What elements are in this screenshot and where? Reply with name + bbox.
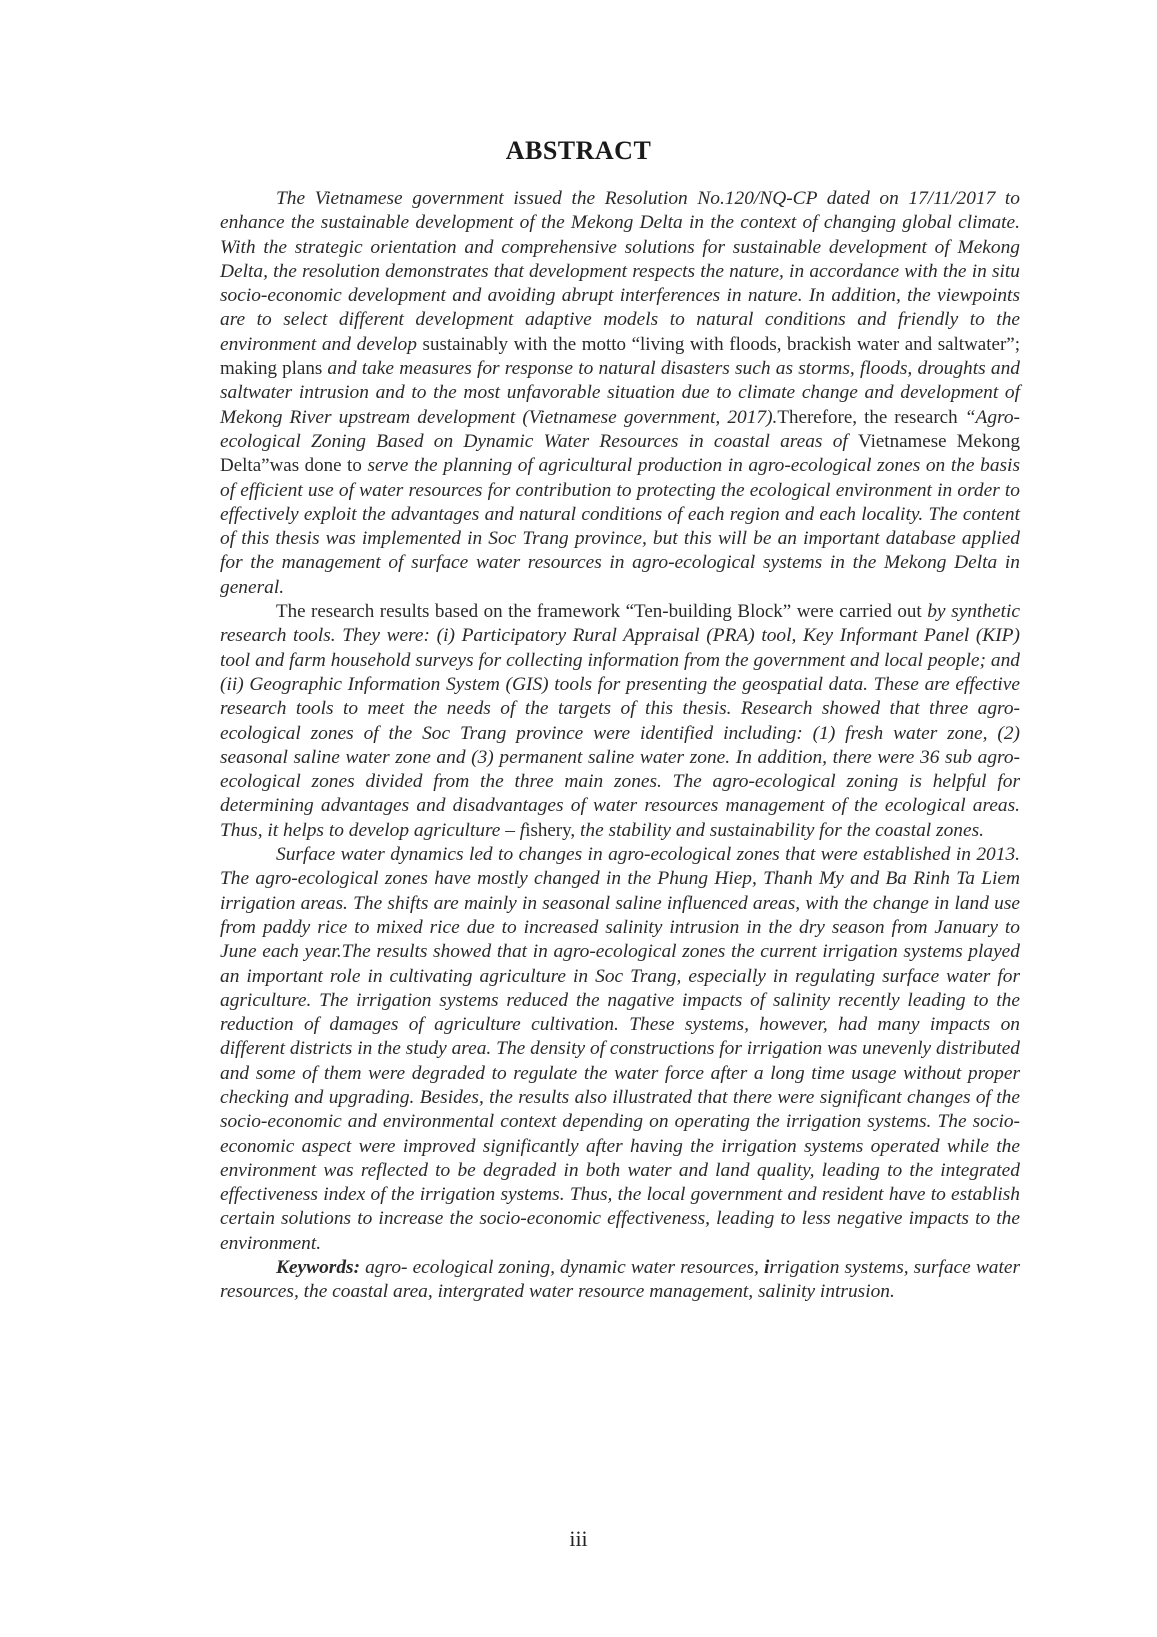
therefore-text: Therefore, the research [777, 406, 958, 428]
page-title: ABSTRACT [505, 136, 652, 165]
fishery-text: ishery, [525, 819, 576, 841]
abstract-paragraph-2 [220, 600, 1020, 843]
paragraph-1-text-b: and take measures for response to natural disasters such as storms, floods, droughts and saltwater intrusion and to the most unfavorable situation due to climate change and development of Mekong River upstream development (Vietnamese government, 2017). [220, 358, 1020, 428]
keywords-label: Keywords: [276, 1257, 361, 1279]
keywords-text-a: agro- ecological zoning, dynamic water resources, [360, 1257, 764, 1279]
keywords-text-b: rrigation systems, surface water resources, the coastal area, intergrated water resource management, salinity intrusion. [220, 1257, 1021, 1303]
paragraph-2-text-a: by synthetic research tools. They were: (i) Participatory Rural Appraisal (PRA) tool, Key Informant Panel (KIP) tool and farm household surveys for collecting information from the government and local people; and (ii) Geographic Information System (GIS) tools for presenting the geospatial data. These are effective research tools to meet the needs of the targets of this thesis. Research showed that three agro-ecological zones of the Soc Trang province were identified including: (1) fresh water zone, (2) seasonal saline water zone and (3) permanent saline water zone. In addition, there were 36 sub agro- ecological zones divided from the three main zones. The agro-ecological zoning is helpful for determining advantages and disadvantages of water resources management of the ecological areas. Thus, it helps to develop agriculture – f [220, 601, 1020, 841]
paragraph-1-text-a: The Vietnamese government issued the Resolution No.120/NQ-CP dated on 17/11/2017 to enhance the sustainable development of the Mekong Delta in the context of changing global climate. With the strategic orientation and comprehensive solutions for sustainable development of Mekong Delta, the resolution demonstrates that development respects the nature, in accordance with the in situ socio-economic development and avoiding abrupt interferences in nature. In addition, the viewpoints are to select different development adaptive models to natural conditions and friendly to the environment and develop [220, 188, 1020, 355]
abstract-paragraph-3: Surface water dynamics led to changes in agro-ecological zones that were established in 2013. The agro-ecological zones have mostly changed in the Phung Hiep, Thanh My and Ba Rinh Ta Liem irrigation areas. The shifts are mainly in seasonal saline influenced areas, with the change in land use from paddy rice to mixed rice due to increased salinity intrusion in the dry season from January to June each year.The results showed that in agro-ecological zones the current irrigation systems played an important role in cultivating agriculture in Soc Trang, especially in regulating surface water for agriculture. The irrigation systems reduced the nagative impacts of salinity recently leading to the reduction of damages of agriculture cultivation. These systems, however, had many impacts on different districts in the study area. The density of constructions for irrigation was unevenly distributed and some of them were degraded to regulate the water force after a long time usage without proper checking and upgrading. Besides, the results also illustrated that there were significant changes of the socio-economic and environmental context depending on operating the irrigation systems. The socio-economic aspect were improved significantly after having the irrigation systems operated while the environment was reflected to be degraded in both water and land quality, leading to the integrated effectiveness index of the irrigation systems. Thus, the local government and resident have to establish certain solutions to increase the socio-economic effectiveness, leading to less negative impacts to the environment. [220, 844, 1020, 1254]
paragraph-2-lead: The research results based on the framework “Ten-building Block” were carried out [276, 601, 922, 623]
paragraph-1-text-c: “Agro-ecological Zoning Based on Dynamic Water Resources in coastal areas of [220, 406, 1020, 452]
keywords-bold-letter: i [763, 1257, 770, 1279]
motto-text: sustainably with the motto “living with floods, brackish water and saltwater”; making plans [220, 333, 1020, 380]
keywords-paragraph [220, 1256, 1020, 1305]
page-number: iii [569, 1526, 588, 1551]
paragraph-1-text-d: serve the planning of agricultural production in agro-ecological zones on the basis of efficient use of water resources for contribution to protecting the ecological environment in order to effectively exploit the advantages and natural conditions of each region and each locality. The content of this thesis was implemented in Soc Trang province, but this will be an important database applied for the management of surface water resources in agro-ecological systems in the Mekong Delta in general. [220, 455, 1020, 598]
abstract-body [220, 187, 1020, 1305]
delta-text: Vietnamese Mekong Delta”was done to [220, 430, 1020, 477]
abstract-paragraph-1 [220, 187, 1020, 600]
paragraph-2-text-b: the stability and sustainability for the coastal zones. [575, 819, 984, 841]
